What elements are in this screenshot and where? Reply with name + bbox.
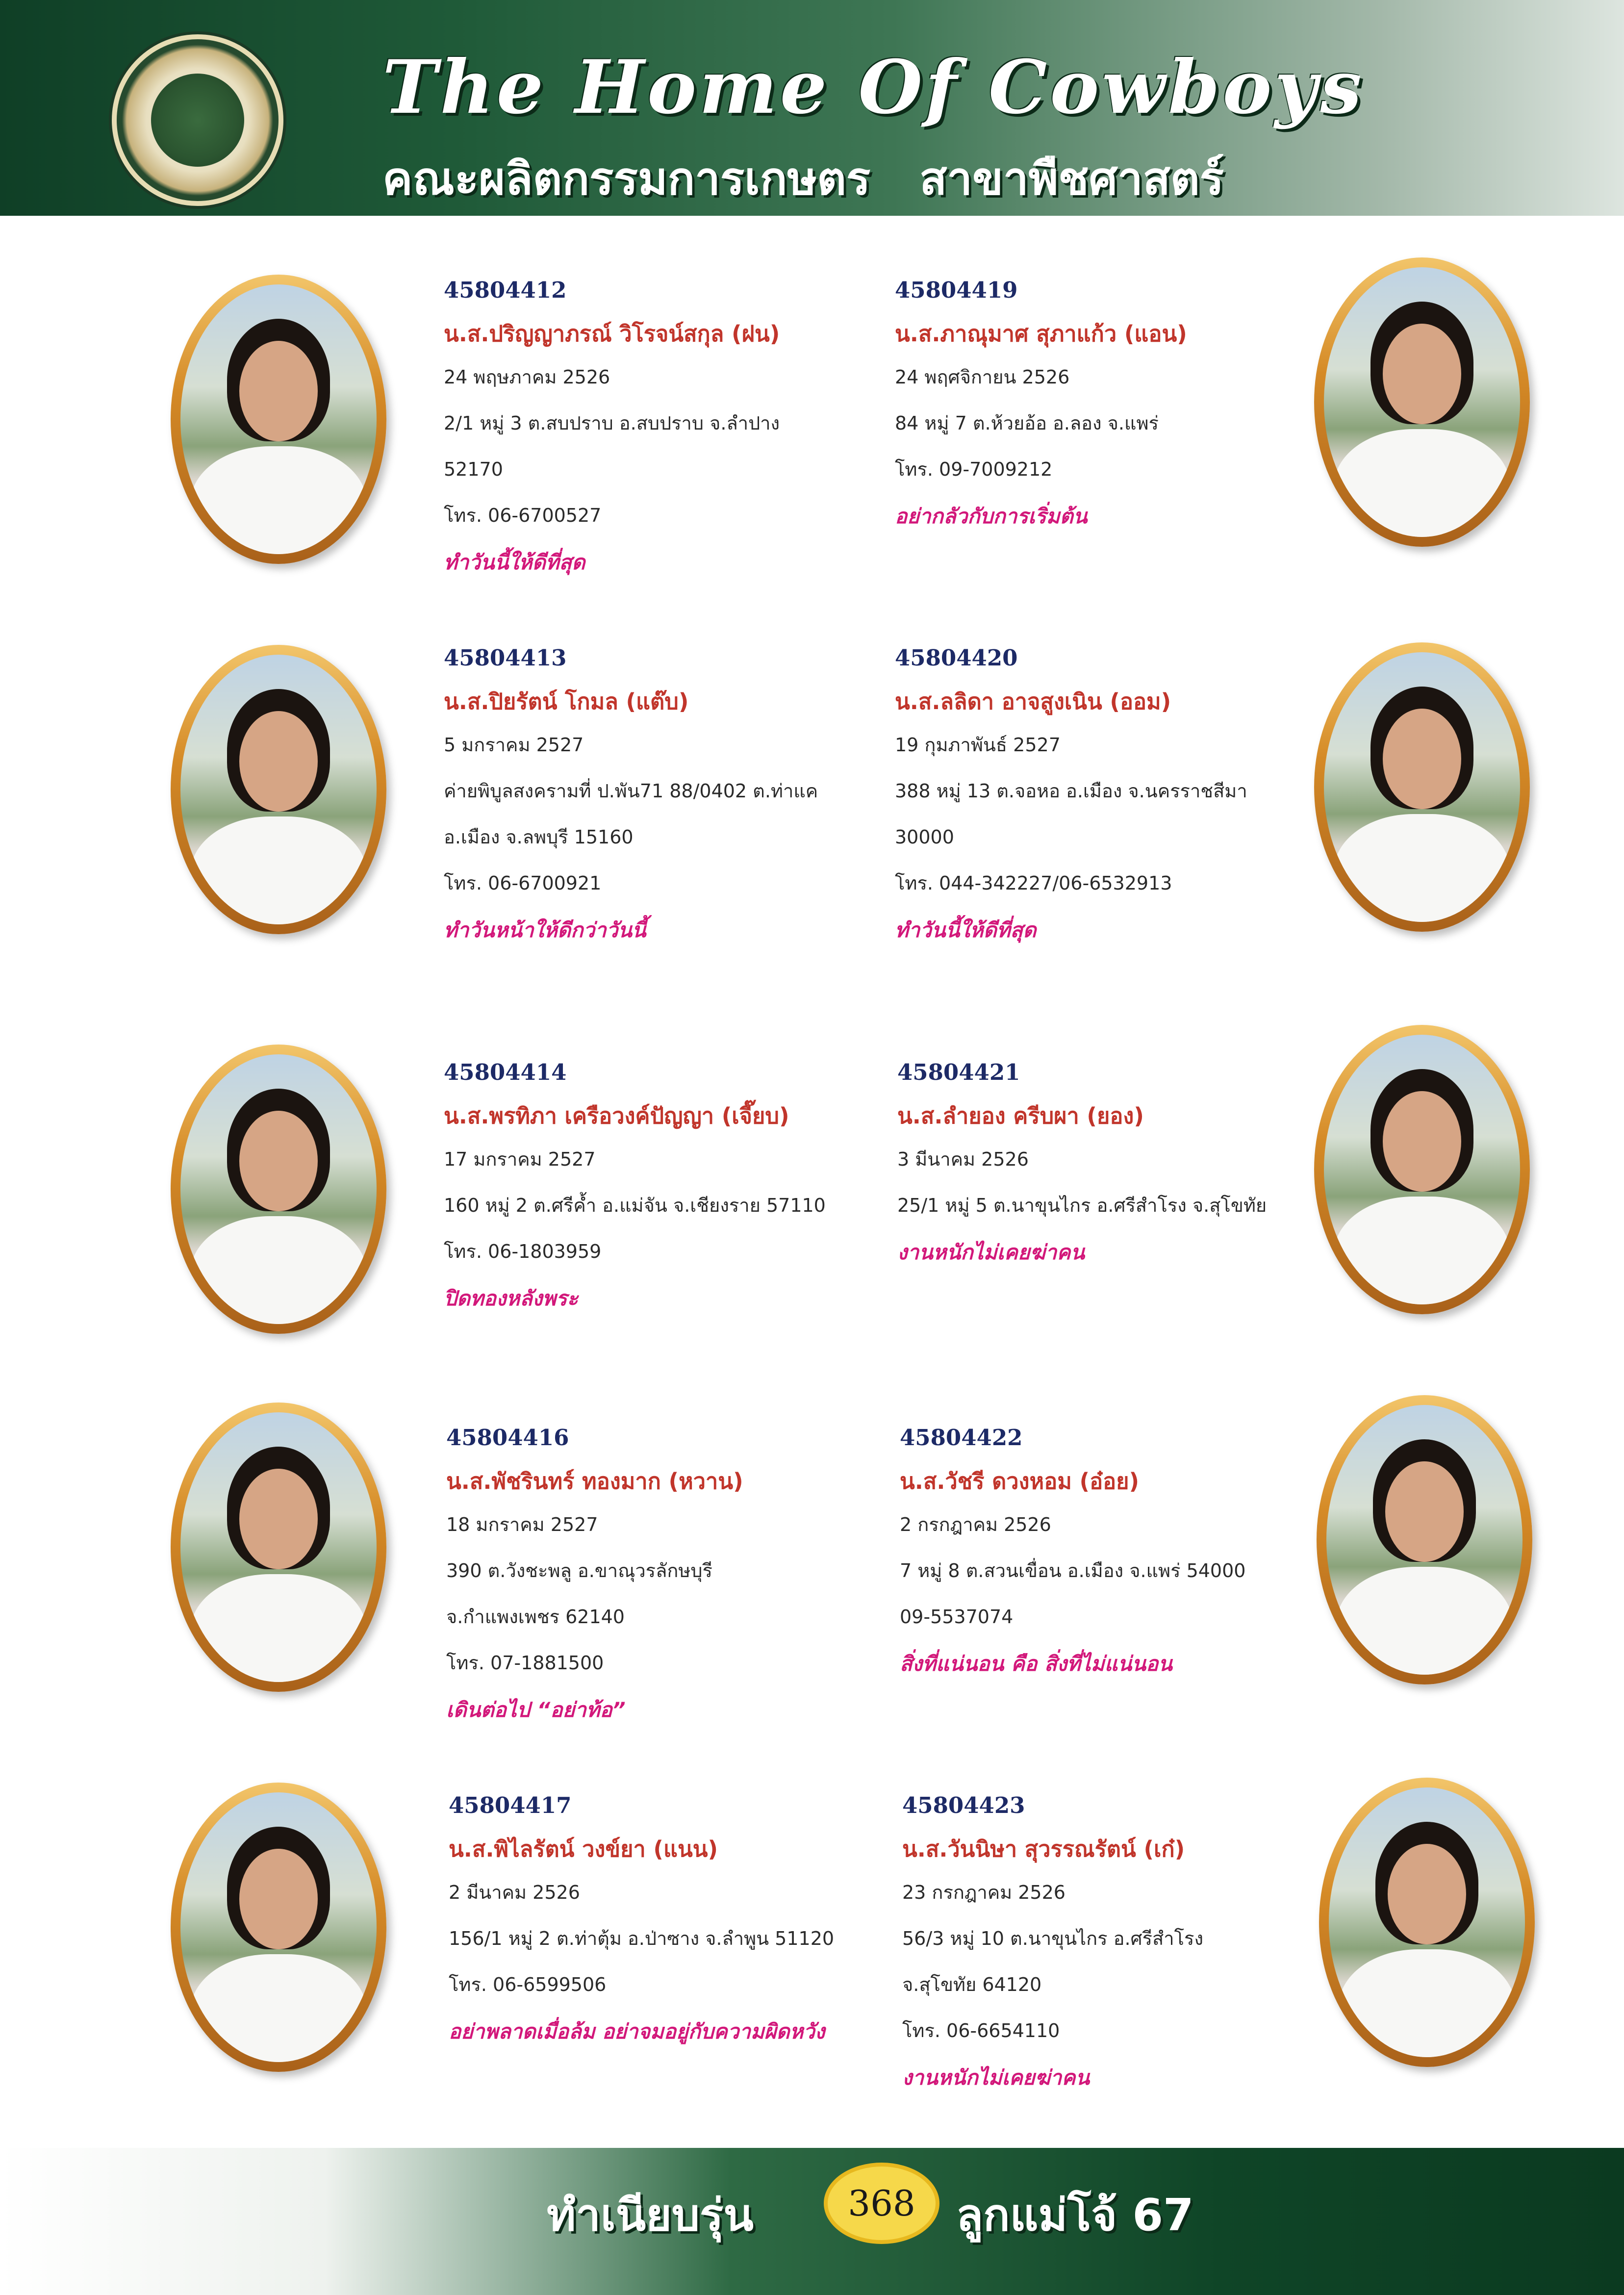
student-name: น.ส.พิไลรัตน์ วงข์ยา (แนน) xyxy=(449,1836,718,1862)
student-photo xyxy=(1319,1778,1535,2067)
birth-date: 18 มกราคม 2527 xyxy=(446,1514,598,1535)
student-motto: ปิดทองหลังพระ xyxy=(444,1286,579,1310)
student-motto: อย่ากลัวกับการเริ่มต้น xyxy=(895,504,1088,528)
major-name: สาขาพืชศาสตร์ xyxy=(919,153,1224,205)
student-entry xyxy=(895,277,1336,533)
address-line: ค่ายพิบูลสงครามที่ ป.พัน71 88/0402 ต.ท่าแค xyxy=(444,780,818,802)
student-name: น.ส.พรทิภา เครือวงค์ปัญญา (เจี๊ยบ) xyxy=(444,1103,789,1129)
student-name: น.ส.ปิยรัตน์ โกมล (แต๊บ) xyxy=(444,688,689,714)
page-subtitle xyxy=(382,142,1224,214)
student-photo xyxy=(1317,1395,1532,1684)
birth-date: 23 กรกฎาคม 2526 xyxy=(902,1882,1066,1903)
phone-number: โทร. 044-342227/06-6532913 xyxy=(895,872,1172,894)
address-line: 25/1 หมู่ 5 ต.นาขุนไกร อ.ศรีสำโรง จ.สุโขทัย xyxy=(897,1195,1267,1216)
student-name: น.ส.ลลิดา อาจสูงเนิน (ออม) xyxy=(895,688,1171,714)
address-line: 7 หมู่ 8 ต.สวนเขื่อน อ.เมือง จ.แพร่ 54000 xyxy=(900,1560,1246,1581)
student-entry xyxy=(444,1059,885,1315)
student-motto: ทำวันนี้ให้ดีที่สุด xyxy=(895,918,1037,942)
birth-date: 24 พฤศจิกายน 2526 xyxy=(895,366,1070,388)
student-id: 45804413 xyxy=(444,645,567,671)
student-entry xyxy=(449,1792,890,2048)
birth-date: 19 กุมภาพันธ์ 2527 xyxy=(895,734,1061,756)
student-photo xyxy=(1314,1025,1530,1314)
student-id: 45804414 xyxy=(444,1059,567,1085)
student-motto: อย่าพลาดเมื่อล้ม อย่าจมอยู่กับความผิดหวัง xyxy=(449,2019,825,2043)
student-id: 45804412 xyxy=(444,277,567,303)
page-number: 368 xyxy=(824,2163,939,2244)
birth-date: 5 มกราคม 2527 xyxy=(444,734,584,756)
student-photo xyxy=(171,645,386,934)
birth-date: 24 พฤษภาคม 2526 xyxy=(444,366,610,388)
student-entry xyxy=(897,1059,1339,1269)
student-entry xyxy=(900,1425,1341,1680)
birth-date: 2 มีนาคม 2526 xyxy=(449,1882,580,1903)
student-photo xyxy=(171,1045,386,1334)
address-line: 160 หมู่ 2 ต.ศรีค้ำ อ.แม่จัน จ.เชียงราย 57110 xyxy=(444,1195,826,1216)
address-line: จ.สุโขทัย 64120 xyxy=(902,1974,1042,1995)
address-line: อ.เมือง จ.ลพบุรี 15160 xyxy=(444,826,634,848)
phone-number: โทร. 09-7009212 xyxy=(895,459,1053,480)
page-footer xyxy=(0,2148,1624,2295)
student-name: น.ส.ลำยอง ครีบผา (ยอง) xyxy=(897,1103,1144,1129)
phone-number: โทร. 07-1881500 xyxy=(446,1652,604,1674)
student-motto: เดินต่อไป “อย่าท้อ” xyxy=(446,1698,626,1722)
student-entry xyxy=(446,1425,888,1726)
student-id: 45804419 xyxy=(895,277,1018,303)
student-name: น.ส.วันนิษา สุวรรณรัตน์ (เก๋) xyxy=(902,1836,1185,1862)
student-id: 45804421 xyxy=(897,1059,1020,1085)
student-id: 45804422 xyxy=(900,1425,1023,1451)
phone-number: โทร. 06-6599506 xyxy=(449,1974,607,1995)
address-line: 388 หมู่ 13 ต.จอหอ อ.เมือง จ.นครราชสีมา xyxy=(895,780,1247,802)
student-motto: งานหนักไม่เคยฆ่าคน xyxy=(902,2066,1090,2090)
student-entry xyxy=(895,645,1336,946)
address-line: 2/1 หมู่ 3 ต.สบปราบ อ.สบปราบ จ.ลำปาง xyxy=(444,412,780,434)
address-line: 84 หมู่ 7 ต.ห้วยอ้อ อ.ลอง จ.แพร่ xyxy=(895,412,1159,434)
student-name: น.ส.วัชรี ดวงหอม (อ๋อย) xyxy=(900,1468,1140,1494)
student-photo xyxy=(171,275,386,564)
seal-emblem-icon xyxy=(151,74,244,167)
student-photo xyxy=(1314,257,1530,547)
university-seal-logo xyxy=(112,34,283,206)
student-id: 45804420 xyxy=(895,645,1018,671)
address-line: 30000 xyxy=(895,826,954,848)
student-photo xyxy=(1314,642,1530,932)
address-line: 52170 xyxy=(444,459,503,480)
student-photo xyxy=(171,1402,386,1692)
page-title: The Home Of Cowboys xyxy=(382,44,1365,130)
faculty-name: คณะผลิตกรรมการเกษตร xyxy=(382,153,871,205)
class-name: ลูกแม่โจ้ 67 xyxy=(956,2190,1194,2241)
address-line: 390 ต.วังชะพลู อ.ขาณุวรลักษบุรี xyxy=(446,1560,712,1581)
phone-number: โทร. 06-1803959 xyxy=(444,1241,602,1262)
address-line: จ.กำแพงเพชร 62140 xyxy=(446,1606,625,1628)
address-line: 156/1 หมู่ 2 ต.ท่าตุ้ม อ.ป่าซาง จ.ลำพูน 51120 xyxy=(449,1928,835,1949)
student-motto: งานหนักไม่เคยฆ่าคน xyxy=(897,1240,1085,1264)
student-id: 45804423 xyxy=(902,1792,1025,1818)
student-entry xyxy=(902,1792,1344,2094)
phone-number: 09-5537074 xyxy=(900,1606,1014,1628)
phone-number: โทร. 06-6700921 xyxy=(444,872,602,894)
student-name: น.ส.พัชรินทร์ ทองมาก (หวาน) xyxy=(446,1468,743,1494)
student-id: 45804416 xyxy=(446,1425,569,1451)
student-id: 45804417 xyxy=(449,1792,572,1818)
student-motto: ทำวันหน้าให้ดีกว่าวันนี้ xyxy=(444,918,646,942)
birth-date: 3 มีนาคม 2526 xyxy=(897,1148,1029,1170)
student-name: น.ส.ปริญญาภรณ์ วิโรจน์สกุล (ฝน) xyxy=(444,321,780,347)
student-motto: สิ่งที่แน่นอน คือ สิ่งที่ไม่แน่นอน xyxy=(900,1652,1172,1676)
address-line: 56/3 หมู่ 10 ต.นาขุนไกร อ.ศรีสำโรง xyxy=(902,1928,1203,1949)
student-name: น.ส.ภาณุมาศ สุภาแก้ว (แอน) xyxy=(895,321,1187,347)
student-entry xyxy=(444,277,885,579)
birth-date: 17 มกราคม 2527 xyxy=(444,1148,596,1170)
student-photo xyxy=(171,1783,386,2072)
student-motto: ทำวันนี้ให้ดีที่สุด xyxy=(444,550,585,574)
student-entry xyxy=(444,645,885,946)
phone-number: โทร. 06-6654110 xyxy=(902,2020,1060,2041)
phone-number: โทร. 06-6700527 xyxy=(444,505,602,526)
yearbook-title: ทำเนียบรุ่น xyxy=(547,2190,754,2241)
birth-date: 2 กรกฎาคม 2526 xyxy=(900,1514,1051,1535)
